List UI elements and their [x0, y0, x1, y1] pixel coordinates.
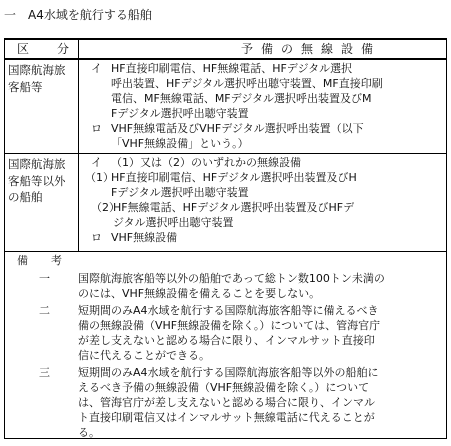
text-line: 電信、MF無線電話、MFデジタル選択呼出装置及びM: [111, 92, 372, 105]
text-line: ジタル選択呼出聴守装置: [113, 216, 234, 229]
list-item: [83, 61, 445, 121]
text-line: 呼出装置、HFデジタル選択呼出聴守装置、MF直接印刷: [111, 77, 383, 90]
text-line: 短期間のみA4水域を航行する国際航海旅客船等以外の船舶に: [78, 366, 379, 379]
text-line: VHF無線設備: [111, 231, 178, 244]
list-item: [83, 155, 445, 170]
header-category: 区 分: [17, 42, 78, 56]
row-category-other: 国際航海旅客船等以外の船舶: [8, 157, 66, 204]
text-line: 信に代えることができる。: [78, 349, 210, 362]
item-text: [78, 271, 385, 301]
item-text: [111, 121, 364, 151]
item-marker: ロ: [91, 122, 102, 135]
remarks-label: 備 考: [17, 254, 68, 267]
text-line: Fデジタル選択呼出聴守装置: [111, 186, 249, 199]
item-text: [78, 303, 380, 363]
text-line: 国際航海旅客船等以外の船舶であって総トン数100トン未満の: [78, 272, 385, 285]
remarks-list: [5, 271, 446, 445]
row-items-other: [83, 155, 445, 245]
item-marker: 一: [39, 272, 50, 285]
text-line: （1）又は（2）のいずれかの無線設備: [111, 156, 301, 169]
text-line: VHF無線電話及びVHFデジタル選択呼出装置（以下: [111, 122, 364, 135]
text-line: 備の無線設備（VHF無線設備を除く。）については、管海官庁: [78, 319, 381, 332]
item-marker: （2）: [91, 201, 120, 214]
item-text: [78, 365, 379, 440]
text-line: えるべき予備の無線設備（VHF無線設備を除く。）について: [78, 381, 370, 394]
text-line: HF直接印刷電信、HFデジタル選択呼出装置及びH: [111, 171, 357, 184]
row-divider-2: [5, 251, 446, 252]
list-item: [5, 303, 446, 365]
text-line: が差し支えないと認める場合に限り、インマルサット直接印: [78, 334, 375, 347]
row-items-international: [83, 61, 445, 151]
header-divider-double: [5, 59, 446, 60]
text-line: Fデジタル選択呼出聴守装置: [111, 107, 249, 120]
item-text: [111, 155, 301, 170]
item-marker: イ: [91, 156, 102, 169]
column-divider: [78, 39, 79, 251]
item-text: [113, 200, 354, 230]
item-text: [111, 61, 383, 121]
list-item: [83, 230, 445, 245]
item-marker: （1）: [85, 171, 114, 184]
item-marker: 三: [39, 366, 50, 379]
item-text: [111, 170, 357, 200]
list-item: [83, 200, 445, 230]
document-title: 一 A4水域を航行する船舶: [4, 8, 152, 22]
text-line: 短期間のみA4水域を航行する国際航海旅客船等に備えるべき: [78, 304, 379, 317]
header-equipment: 予備の無線設備: [241, 42, 382, 56]
table-border-top: [5, 39, 446, 40]
text-line: HF直接印刷電信、HF無線電話、HFデジタル選択: [111, 62, 353, 75]
row-divider-1: [5, 153, 446, 154]
item-marker: 二: [39, 304, 50, 317]
list-item: [83, 121, 445, 151]
item-text: [111, 230, 177, 245]
row-category-international: 国際航海旅客船等: [8, 63, 66, 94]
text-line: ト直接印刷電信又はインマルサット無線電話に代えることが: [78, 411, 375, 424]
list-item: [83, 170, 445, 200]
text-line: 「VHF無線設備」という。）: [111, 137, 249, 150]
text-line: は、管海官庁が差し支えないと認める場合に限り、インマル: [78, 396, 375, 409]
item-marker: イ: [91, 62, 102, 75]
list-item: [5, 365, 446, 445]
item-marker: ロ: [91, 231, 102, 244]
text-line: HF無線電話、HFデジタル選択呼出装置及びHFデ: [113, 201, 355, 214]
equipment-table: [4, 38, 447, 439]
text-line: のには、VHF無線設備を備えることを要しない。: [78, 287, 321, 300]
text-line: る。: [78, 426, 100, 439]
list-item: [5, 271, 446, 303]
